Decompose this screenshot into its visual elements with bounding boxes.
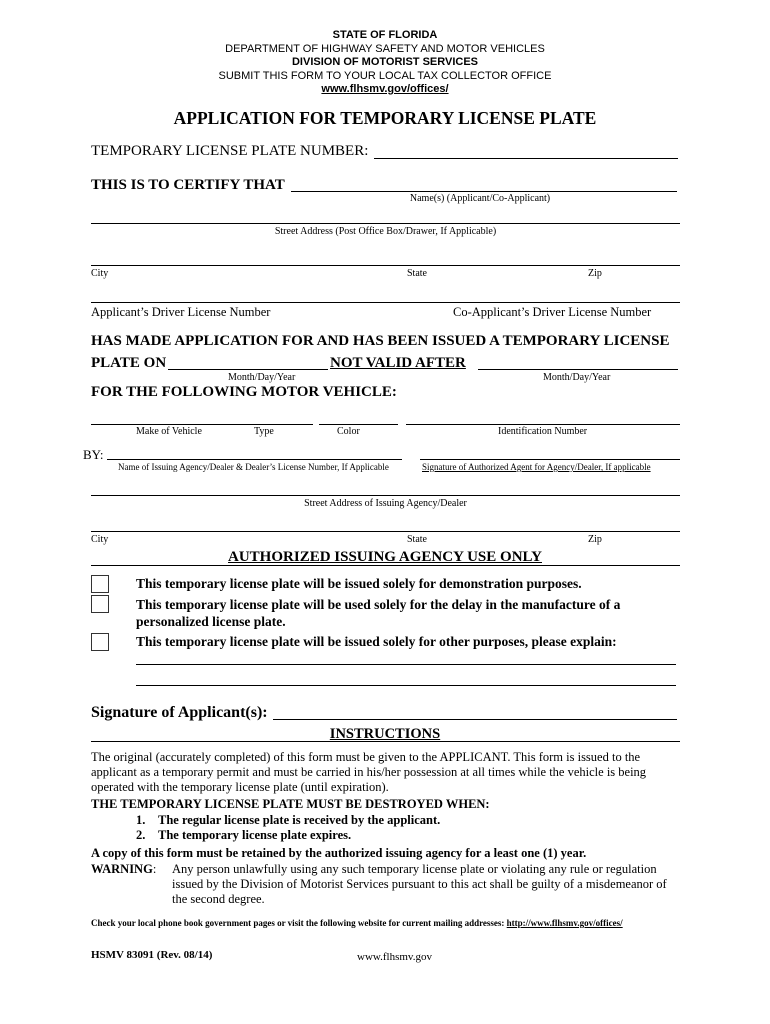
vehicle-heading: FOR THE FOLLOWING MOTOR VEHICLE: <box>91 384 397 400</box>
make-caption: Make of Vehicle <box>136 426 202 437</box>
applicant-signature-field[interactable] <box>273 719 677 720</box>
form-title: APPLICATION FOR TEMPORARY LICENSE PLATE <box>173 108 597 128</box>
header-state: STATE OF FLORIDA <box>332 29 438 41</box>
issue-date-field[interactable] <box>168 369 328 370</box>
agency-name-field[interactable] <box>107 459 402 460</box>
offices-url-link[interactable]: http://www.flhsmv.gov/offices/ <box>506 918 623 928</box>
warning-colon: : <box>152 862 157 876</box>
header-submit: SUBMIT THIS FORM TO YOUR LOCAL TAX COLLECTOR OFFICE <box>218 70 552 82</box>
applicant-names-field[interactable] <box>291 191 677 192</box>
item2-text: The temporary license plate expires. <box>158 828 352 842</box>
issued-statement: HAS MADE APPLICATION FOR AND HAS BEEN ISSUED A TEMPORARY LICENSE <box>91 333 670 349</box>
check-text: Check your local phone book government pages or visit the following website for current mailing addresses: <box>91 918 507 928</box>
header-division: DIVISION OF MOTORIST SERVICES <box>291 56 478 68</box>
warning-line-2: issued by the Division of Motorist Services pursuant to this act shall be guilty of a misdemeanor of <box>172 877 667 891</box>
signature-label: Signature of Applicant(s): <box>91 704 268 721</box>
names-caption: Name(s) (Applicant/Co-Applicant) <box>409 193 551 204</box>
agency-street-caption: Street Address of Issuing Agency/Dealer <box>304 498 467 509</box>
not-valid-after-label: NOT VALID AFTER <box>330 355 466 371</box>
agency-city-caption: City <box>91 534 109 545</box>
instructions-para-line-1: The original (accurately completed) of this form must be given to the APPLICANT. This form is issued to the <box>91 750 641 764</box>
explain-line-1[interactable] <box>136 664 676 665</box>
check-notice <box>91 918 623 929</box>
state-caption: State <box>407 268 427 279</box>
retain-notice: A copy of this form must be retained by the authorized issuing agency for a least one (1) year. <box>91 846 587 860</box>
instructions-heading: INSTRUCTIONS <box>329 726 441 742</box>
plate-on-label: PLATE ON <box>91 355 167 371</box>
city-state-zip-field[interactable] <box>91 265 680 266</box>
item1-number: 1. <box>136 813 146 827</box>
date-caption-issue: Month/Day/Year <box>228 372 296 383</box>
agent-signature-caption: Signature of Authorized Agent for Agency/Dealer, If applicable <box>422 462 651 472</box>
color-caption: Color <box>337 426 360 437</box>
header-url-link[interactable]: www.flhsmv.gov/offices/ <box>321 83 449 95</box>
header-department: DEPARTMENT OF HIGHWAY SAFETY AND MOTOR VEHICLES <box>225 43 545 55</box>
instructions-para-line-3: operated with the temporary license plate (until expiration). <box>91 780 389 794</box>
option-manufacture-delay: This temporary license plate will be used solely for the delay in the manufacture of a <box>136 597 621 612</box>
coapplicant-dl-caption: Co-Applicant’s Driver License Number <box>453 305 652 319</box>
date-caption-expiry: Month/Day/Year <box>543 372 611 383</box>
footer-website: www.flhsmv.gov <box>357 951 432 963</box>
form-id: HSMV 83091 (Rev. 08/14) <box>91 949 213 961</box>
instructions-divider <box>91 741 680 742</box>
instructions-para-line-2: applicant as a temporary permit and must be carried in his/her possession at all times while the vehicle is being <box>91 765 647 779</box>
applicant-dl-caption: Applicant’s Driver License Number <box>91 305 271 319</box>
agency-city-field[interactable] <box>91 531 680 532</box>
agency-zip-caption: Zip <box>588 534 602 545</box>
agency-state-caption: State <box>407 534 427 545</box>
warning-line-1: Any person unlawfully using any such temporary license plate or violating any rule or regulation <box>172 862 657 876</box>
option-demonstration: This temporary license plate will be issued solely for demonstration purposes. <box>136 576 582 591</box>
agency-street-field[interactable] <box>91 495 680 496</box>
agency-name-caption: Name of Issuing Agency/Dealer & Dealer’s License Number, If Applicable <box>118 462 389 472</box>
warning-line-3: the second degree. <box>172 892 265 906</box>
manufacture-delay-checkbox[interactable] <box>91 595 109 613</box>
color-field[interactable] <box>319 424 398 425</box>
agent-signature-field[interactable] <box>420 459 680 460</box>
certify-label: THIS IS TO CERTIFY THAT <box>91 177 285 193</box>
destroyed-heading: THE TEMPORARY LICENSE PLATE MUST BE DESTROYED WHEN: <box>91 797 490 811</box>
explain-line-2[interactable] <box>136 685 676 686</box>
authorized-divider <box>91 565 680 566</box>
by-label: BY: <box>83 447 104 462</box>
authorized-heading: AUTHORIZED ISSUING AGENCY USE ONLY <box>228 549 542 565</box>
expiry-date-field[interactable] <box>478 369 678 370</box>
street-address-field[interactable] <box>91 223 680 224</box>
make-type-field[interactable] <box>91 424 313 425</box>
type-caption: Type <box>254 426 274 437</box>
zip-caption: Zip <box>588 268 602 279</box>
other-purposes-checkbox[interactable] <box>91 633 109 651</box>
warning-label-line <box>91 862 156 877</box>
item2-number: 2. <box>136 828 146 842</box>
plate-number-label: TEMPORARY LICENSE PLATE NUMBER: <box>91 143 369 159</box>
warning-label: WARNING <box>91 862 153 876</box>
item1-text: The regular license plate is received by the applicant. <box>158 813 441 827</box>
vin-caption: Identification Number <box>498 426 588 437</box>
vin-field[interactable] <box>406 424 680 425</box>
option-manufacture-delay-cont: personalized license plate. <box>136 614 286 629</box>
option-other-purposes: This temporary license plate will be issued solely for other purposes, please explain: <box>136 634 617 649</box>
street-caption: Street Address (Post Office Box/Drawer, If Applicable) <box>274 226 497 237</box>
driver-license-field[interactable] <box>91 302 680 303</box>
demonstration-checkbox[interactable] <box>91 575 109 593</box>
plate-number-field[interactable] <box>374 158 678 159</box>
city-caption: City <box>91 268 109 279</box>
